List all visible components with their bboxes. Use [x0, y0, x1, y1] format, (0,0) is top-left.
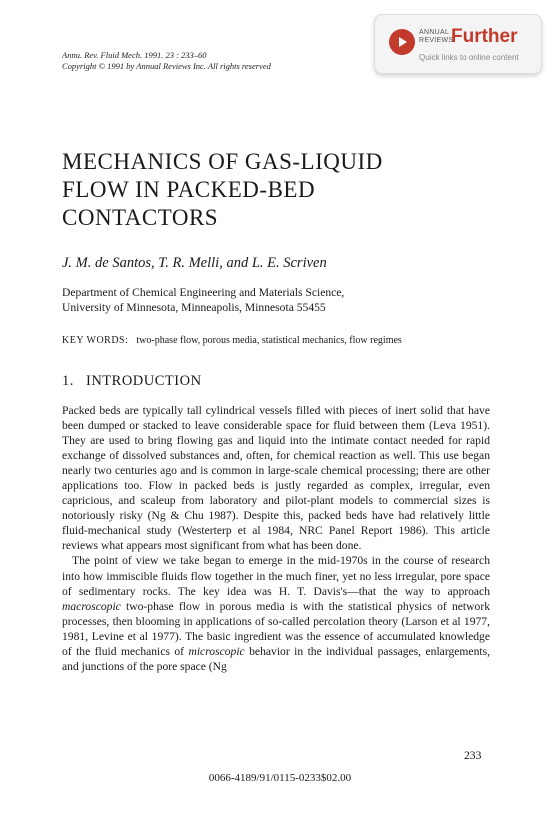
badge-small-line-2: REVIEWS	[419, 37, 454, 44]
affiliation-line-2: University of Minnesota, Minneapolis, Minnesota 55455	[62, 301, 326, 314]
paragraph-2-emphasis-2: microscopic	[188, 644, 245, 658]
paragraph-2-part-2: two-phase flow in porous media is with the statistical physics of network processes, then blooming in applications of so-called percolation theory (Larson et al 1977, 1981, Levine et al 1977). The basic ingredient was the essence of accumulated knowledge of the fluid mechanics of	[62, 599, 490, 658]
page-number: 233	[464, 749, 482, 762]
paragraph-2	[62, 553, 490, 673]
title-line-3: CONTACTORS	[62, 205, 219, 230]
section-number: 1.	[62, 373, 74, 389]
journal-line-2: Copyright © 1991 by Annual Reviews Inc. All rights reserved	[62, 61, 271, 71]
journal-line-1: Annu. Rev. Fluid Mech. 1991. 23 : 233–60	[62, 50, 207, 60]
keywords-label: KEY WORDS:	[62, 335, 129, 346]
paragraph-2-part-1: The point of view we take began to emerge in the mid-1970s in the course of research into how immiscible fluids flow together in the much finer, yet no less irregular, pore space of sedimentary rocks. The key idea was H. T. Davis's—that the way to approach	[62, 554, 490, 598]
paragraph-1: Packed beds are typically tall cylindrical vessels filled with pieces of inert solid that have been dumped or stacked to leave considerable space for fluid between them (Leva 1951). They are used to bring flowing gas and liquid into the intimate contact needed for rapid exchange of dissolved substances and, often, for chemical reaction as well. This use began nearly two centuries ago and is common in large-scale chemical processing; there are other applications too. Flow in packed beds is justly regarded as complex, irregular, even capricious, and scaleup from laboratory and pilot-plant models to commercial sizes is notoriously risky (Ng & Chu 1987). Despite this, packed beds have had relatively little fluid-mechanical study (Westerterp et al 1984, NRC Panel Report 1986). This article reviews what appears most significant from what has been done.	[62, 404, 490, 553]
section-title: INTRODUCTION	[86, 373, 202, 389]
badge-subtitle: Quick links to online content	[419, 53, 519, 62]
further-links-badge[interactable]	[374, 14, 542, 74]
journal-citation	[62, 50, 271, 72]
affiliation	[62, 285, 344, 315]
play-arrow-icon	[389, 29, 415, 55]
section-heading	[62, 373, 202, 390]
title-line-2: FLOW IN PACKED-BED	[62, 177, 316, 202]
badge-further-label: Further	[451, 26, 518, 47]
paragraph-2-part-3: behavior in the individual passages, enlargements, and junctions of the pore space (Ng	[62, 644, 490, 673]
affiliation-line-1: Department of Chemical Engineering and Materials Science,	[62, 286, 345, 299]
keywords-list: two-phase flow, porous media, statistical mechanics, flow regimes	[136, 335, 402, 346]
paragraph-2-emphasis-1: macroscopic	[62, 599, 121, 613]
authors: J. M. de Santos, T. R. Melli, and L. E. Scriven	[62, 255, 327, 271]
keywords	[62, 335, 402, 346]
title-line-1: MECHANICS OF GAS-LIQUID	[62, 149, 383, 174]
footer-code: 0066-4189/91/0115-0233$02.00	[208, 772, 352, 784]
annual-reviews-label	[419, 29, 453, 45]
badge-small-line-1: ANNUAL	[419, 29, 450, 36]
body-text	[62, 403, 490, 674]
article-title	[62, 148, 502, 232]
